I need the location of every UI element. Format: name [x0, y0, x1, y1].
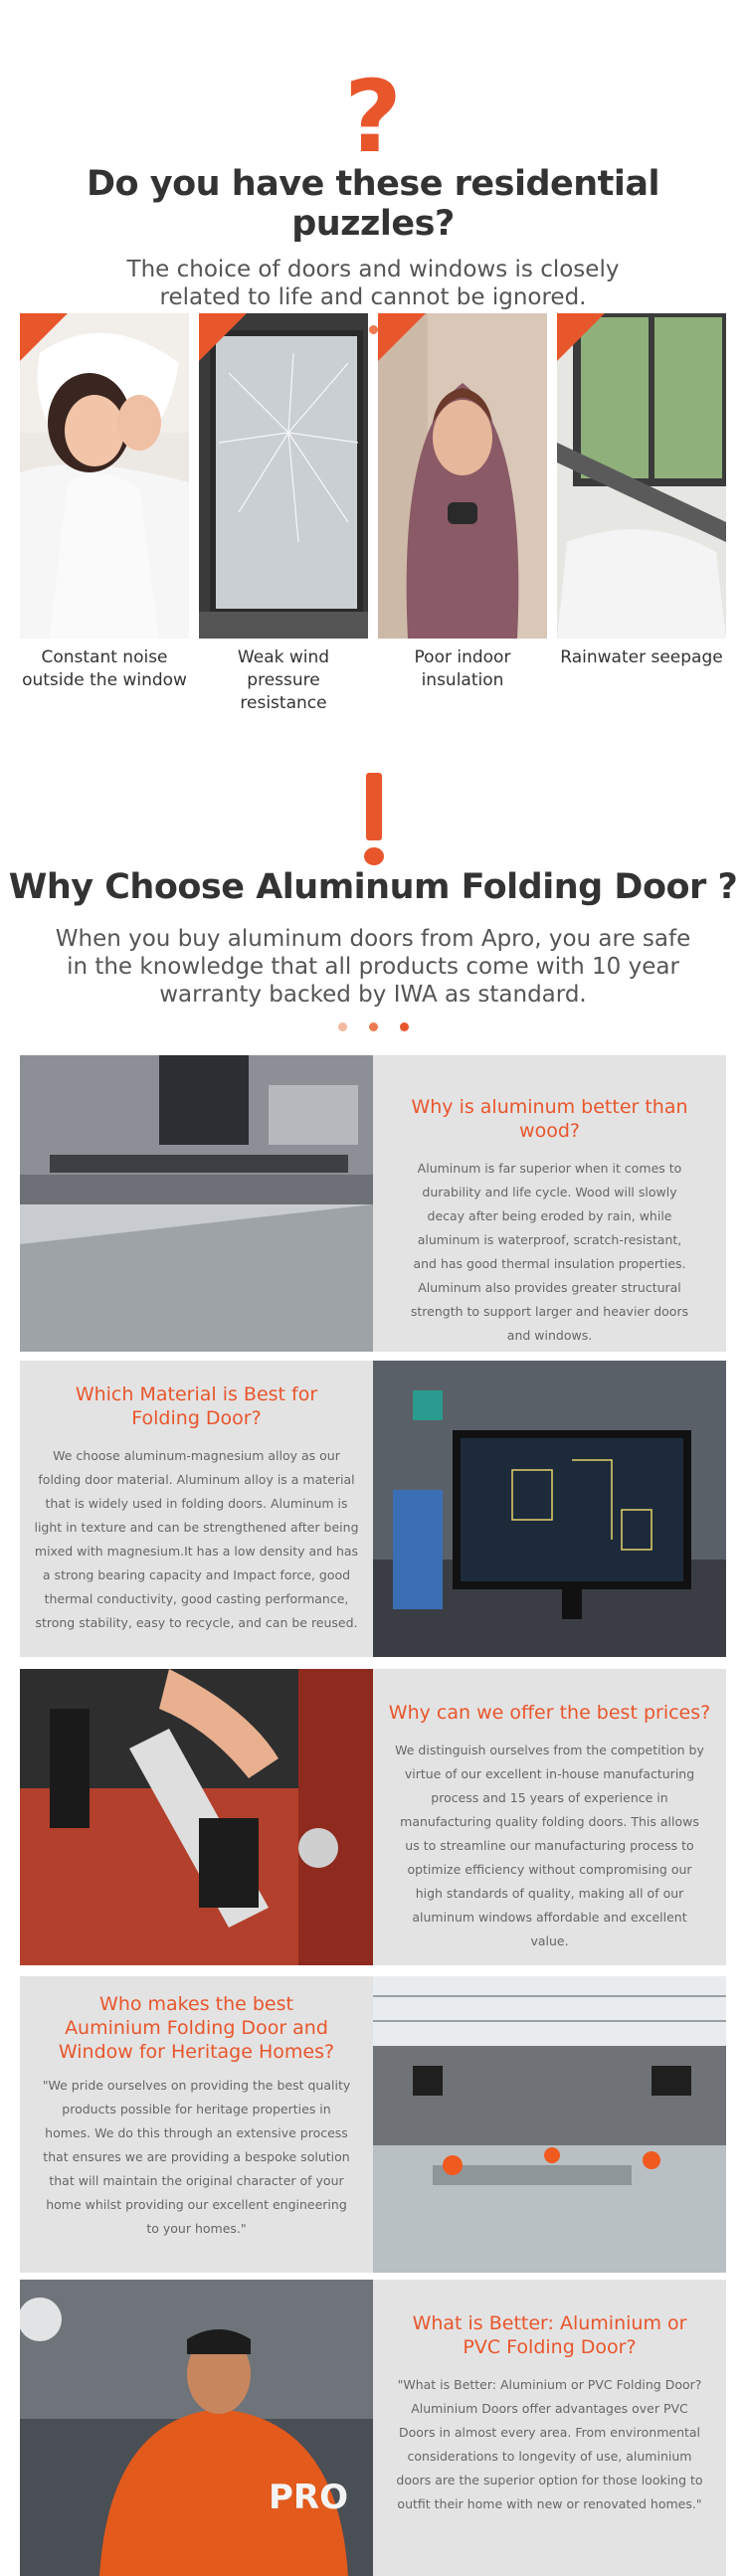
puzzle-cards — [20, 313, 726, 715]
puzzles-title-block — [0, 164, 746, 334]
puzzle-caption-line-1: Constant noise — [41, 647, 168, 667]
dot-indicator — [369, 1022, 378, 1031]
worker-drilling-photo — [20, 1669, 373, 1965]
feature-title: What is Better: Aluminium or PVC Folding Door? — [412, 2312, 687, 2358]
puzzles-subtitle-line-1: The choice of doors and windows is closely — [126, 257, 620, 282]
feature-text-panel — [373, 2280, 726, 2576]
feature-title: Why is aluminum better than wood? — [411, 1096, 688, 1142]
svg-text:PRO: PRO — [269, 2478, 349, 2517]
feature-text-panel — [373, 1055, 726, 1352]
dot-indicator — [338, 1022, 347, 1031]
feature-title: Who makes the best Auminium Folding Door and Window for Heritage Homes? — [58, 1993, 335, 2063]
feature-row — [20, 1669, 726, 1965]
why-subtitle-line-1: When you buy aluminum doors from Apro, you are safe — [55, 926, 691, 952]
puzzle-card — [20, 313, 189, 715]
puzzle-card — [557, 313, 726, 715]
why-title: Why Choose Aluminum Folding Door ? — [8, 867, 738, 907]
feature-title: Why can we offer the best prices? — [388, 1702, 711, 1724]
puzzle-caption-line-1: Poor indoor — [414, 647, 511, 667]
feature-text-panel — [373, 1669, 726, 1965]
feature-body: "What is Better: Aluminium or PVC Folding Door? Aluminium Doors offer advantages over PVC Doors in almost every area. From environmental considerations to longevity of use, aluminium doors are the superior option for those looking to outfit their home with new or renovated homes." — [396, 2377, 703, 2511]
puzzles-title: Do you have these residential puzzles? — [86, 164, 660, 244]
feature-body: Aluminum is far superior when it comes to durability and life cycle. Wood will slowly decay after being eroded by rain, while aluminum is waterproof, scratch-resistant, and has good thermal insulation properties. Aluminum also provides greater structural strength to support larger and heavier doors and windows. — [410, 1161, 689, 1343]
cad-computer-screen-photo — [373, 1361, 726, 1657]
feature-body: We choose aluminum-magnesium alloy as our folding door material. Aluminum alloy is a material that is widely used in folding doors. Aluminum is light in texture and can be strengthened after being mixed with magnesium.It has a low density and has a strong bearing capacity and Impact force, good thermal conductivity, good casting performance, strong stability, easy to recycle, and can be reused. — [34, 1448, 359, 1630]
feature-body: "We pride ourselves on providing the best quality products possible for heritage properties in homes. We do this through an extensive process that ensures we are providing a bespoke solution that will maintain the original character of your home whilst providing our excellent engineering to your homes." — [42, 2078, 351, 2236]
puzzle-caption-line-1: Weak wind pressure — [237, 647, 330, 690]
puzzle-caption-line-1: Rainwater seepage — [560, 647, 723, 667]
dot-indicator — [400, 1022, 409, 1031]
feature-text-panel — [20, 1361, 373, 1657]
puzzle-card — [378, 313, 547, 715]
feature-row — [20, 1055, 726, 1352]
exclamation-mark-icon — [0, 771, 746, 865]
why-title-block — [0, 867, 746, 1031]
puzzles-header — [0, 59, 746, 175]
aluminum-cutting-machine-photo — [20, 1055, 373, 1352]
feature-text-panel — [20, 1976, 373, 2273]
woman-covering-ears-photo — [20, 313, 189, 639]
question-mark-icon: ? — [343, 59, 402, 175]
factory-floor-photo — [373, 1976, 726, 2273]
worker-apro-shirt-photo — [20, 2280, 373, 2576]
feature-row — [20, 2280, 726, 2576]
why-subtitle-line-2: in the knowledge that all products come with 10 year — [67, 954, 679, 980]
puzzles-subtitle-line-2: related to life and cannot be ignored. — [159, 284, 587, 310]
woman-in-blanket-photo — [378, 313, 547, 639]
feature-body: We distinguish ourselves from the competition by virtue of our excellent in-house manufacturing process and 15 years of experience in manufacturing quality folding doors. This allows us to streamline our manufacturing process to optimize efficiency without compromising our high standards of quality, making all of our aluminum windows affordable and excellent value. — [395, 1743, 704, 1948]
window-leak-photo — [557, 313, 726, 639]
puzzle-card — [199, 313, 368, 715]
puzzle-caption-line-2: insulation — [421, 670, 504, 690]
feature-title: Which Material is Best for Folding Door? — [75, 1383, 318, 1429]
why-subtitle-line-3: warranty backed by IWA as standard. — [159, 982, 587, 1008]
feature-row — [20, 1976, 726, 2273]
carousel-dots — [0, 1022, 746, 1031]
feature-row — [20, 1361, 726, 1657]
why-header — [0, 771, 746, 865]
puzzle-caption-line-2: outside the window — [22, 670, 187, 690]
cracked-window-photo — [199, 313, 368, 639]
puzzle-caption-line-2: resistance — [240, 693, 327, 713]
